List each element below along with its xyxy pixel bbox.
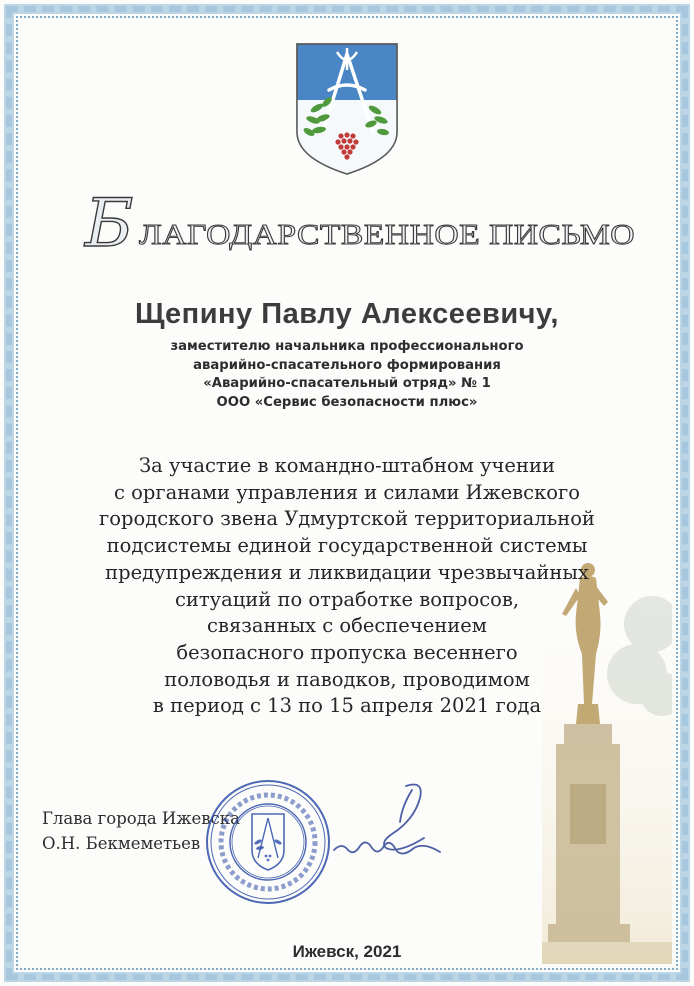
recipient-detail-line: аварийно-спасательного формирования [193,357,501,373]
izhevsk-coat-of-arms-icon [293,40,401,178]
gratitude-line: половодья и паводков, проводимом [164,667,530,691]
gratitude-line: безопасного пропуска весеннего [176,640,518,664]
document-title [0,182,694,267]
gratitude-line: подсистемы единой государственной системы [106,534,588,558]
gratitude-line: За участие в командно-штабном учении [139,454,555,477]
recipient-name: Щепину Павлу Алексеевичу, [135,298,559,330]
official-seal-icon [204,778,332,906]
recipient-details [100,338,594,412]
gratitude-line: с органами управления и силами Ижевского [114,480,580,504]
recipient-detail-line: заместителю начальника профессионального [170,339,524,354]
gratitude-line: городского звена Удмуртской территориальной [99,507,595,531]
signatory-position: Глава города Ижевска [42,809,240,828]
recipient-detail-line: ООО «Сервис безопасности плюс» [216,394,478,410]
gratitude-line: в период с 13 по 15 апреля 2021 года [152,694,542,718]
gratitude-text [90,453,604,720]
gratitude-line: предупреждения и ликвидации чрезвычайных [105,560,589,584]
handwritten-signature-icon [328,776,446,866]
gratitude-line: ситуаций по отработке вопросов, [174,587,520,611]
title-rest: ЛАГОДАРСТВЕННОЕ ПИСЬМО [139,219,635,251]
title-initial: Б [85,185,134,262]
title-graphic [47,182,647,262]
gratitude-line: связанных с обеспечением [207,614,487,638]
place-and-year: Ижевск, 2021 [292,942,402,961]
signatory-name: О.Н. Бекмеметьев [42,834,201,853]
recipient-detail-line: «Аварийно-спасательный отряд» № 1 [203,376,491,391]
